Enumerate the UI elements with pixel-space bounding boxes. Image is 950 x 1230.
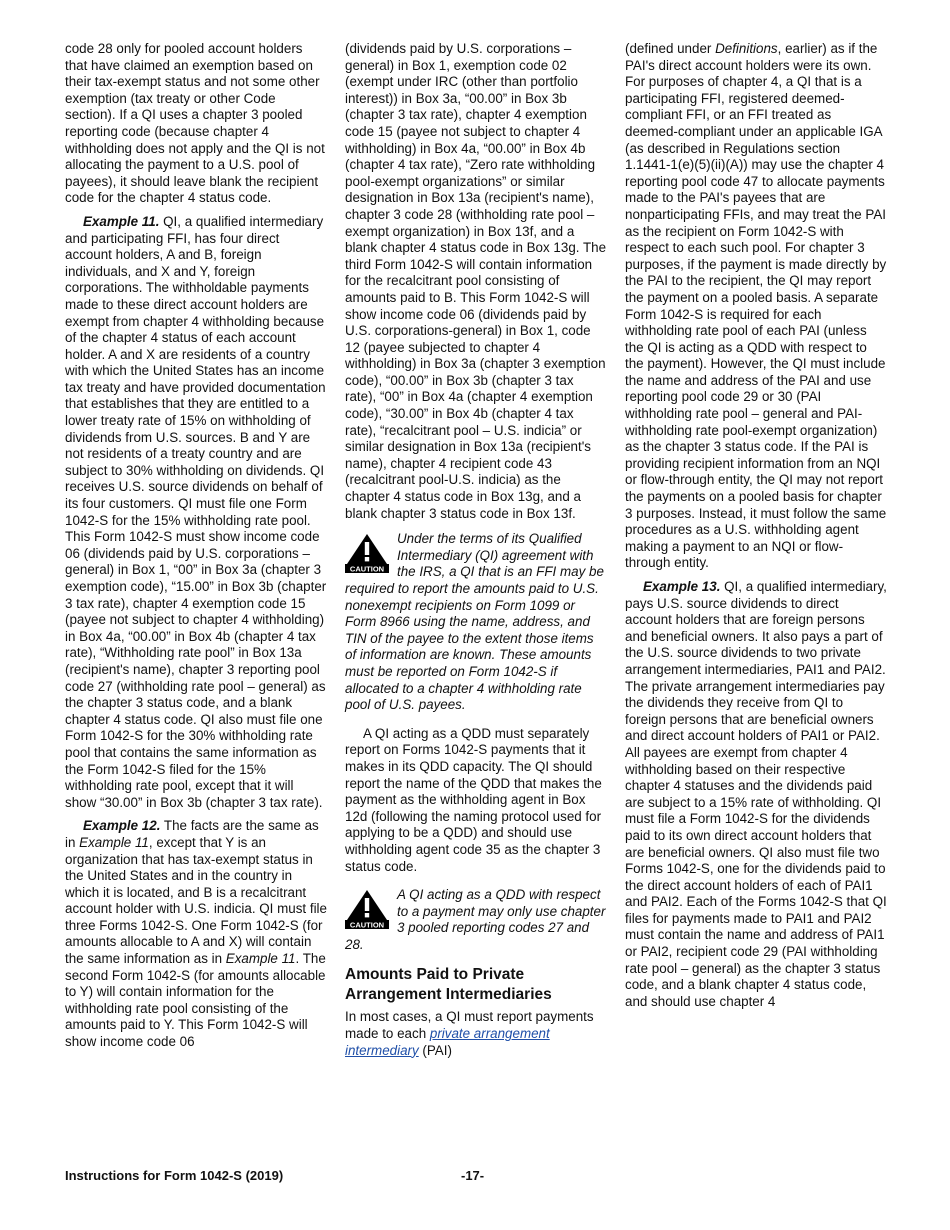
private-arrangement-intermediary-link[interactable]: private arrangement intermediary xyxy=(345,1026,550,1058)
example-reference: Example 11 xyxy=(225,951,296,967)
definitions-reference: Definitions xyxy=(715,41,778,56)
caution-note xyxy=(345,531,607,714)
caution-icon xyxy=(345,889,391,935)
example-text: QI, a qualified intermediary, pays U.S. source dividends to direct account holders that are foreign persons and beneficial owners. It also pays a part of the U.S. source dividends to two private arrangement intermediaries, PAI1 and PAI2. The private arrangement intermediaries pay the dividends they receive from QI to foreign persons that are beneficial owners and direct account holders of PAI1 or PAI2. All payees are exempt from chapter 4 withholding based on their respective chapter 4 statuses and the dividends paid are subject to a 15% rate of withholding. QI must file a Form 1042-S for the dividends paid to its own direct account holders that are beneficial owners. QI also must file two Forms 1042-S, one for the dividends paid to the direct account holders of each of PAI1 and PAI2. Each of the Forms 1042-S that QI files for payments made to PAI1 and PAI2 must contain the name and address of PAI1 or PAI2, recipient code 29 (PAI withholding rate pool – general) as the chapter 3 status code, and a blank chapter 4 status code, and should use chapter 4 xyxy=(625,579,887,1009)
example-11-paragraph xyxy=(65,214,327,811)
example-reference: Example 11 xyxy=(79,834,149,850)
footer-form-title: Instructions for Form 1042-S (2019) xyxy=(65,1168,284,1183)
example-label: Example 11. xyxy=(83,213,160,229)
example-text: The facts are the same as in xyxy=(65,818,319,850)
paragraph xyxy=(345,1009,607,1059)
example-13-paragraph xyxy=(625,579,887,1010)
column-right xyxy=(625,41,887,1010)
caution-note xyxy=(345,887,607,953)
section-heading: Amounts Paid to Private Arrangement Intermediaries xyxy=(345,966,552,1004)
example-text: . The second Form 1042-S (for amounts allocable to Y) will contain information for the withholding rate pool consisting of the amounts paid to Y. This Form 1042-S will show income code 06 xyxy=(65,951,326,1050)
example-label: Example 12. xyxy=(83,818,161,834)
paragraph-text: In most cases, a QI must report payments made to each xyxy=(345,1009,594,1042)
column-left xyxy=(65,41,327,1051)
paragraph: code 28 only for pooled account holders that have claimed an exemption based on their tax-exempt status and not some other exemption (tax treaty or other Code section). If a QI uses a chapter 3 pooled reporting code (because chapter 4 withholding does not apply and the QI is not allocating the payment to a U.S. pool of payees), it should leave blank the recipient code for the chapter 4 status code. xyxy=(65,41,325,206)
column-middle xyxy=(345,41,607,1059)
paragraph: A QI acting as a QDD must separately report on Forms 1042-S payments that it makes in its QDD capacity. The QI should report the name of the QDD that makes the payment as the withholding agent in Box 12d (following the naming protocol used for applying to be a QDD) and should use withholding agent code 35 as the chapter 3 status code. xyxy=(345,725,602,874)
paragraph-text: (defined under xyxy=(625,41,716,56)
paragraph xyxy=(625,41,887,572)
paragraph: (dividends paid by U.S. corporations – general) in Box 1, exemption code 02 (exempt under IRC (other than portfolio interest)) in Box 3a, “00.00” in Box 3b (chapter 3 tax rate), chapter 4 exemption code 15 (payee not subject to chapter 4 withholding) in Box 4a, “00.00” in Box 4b (chapter 4 tax rate), “Zero rate withholding pool-exempt organizations” or similar designation in Box 13a (recipient's name), chapter 3 code 28 (withholding rate pool – exempt organization) in Box 13f, and a blank chapter 4 status code in Box 13g. The third Form 1042-S will contain information for the recalcitrant pool consisting of amounts paid to B. This Form 1042-S will show income code 06 (dividends paid by U.S. corporations-general) in Box 1, code 12 (payee subjected to chapter 4 withholding) in Box 3a (chapter 3 exemption code), “00.00” in Box 3b (chapter 3 tax rate), “00” in Box 4a (chapter 4 exemption code), “30.00” in Box 4b (chapter 4 tax rate), “recalcitrant pool – U.S. indicia” or similar designation in Box 13a (recipient's name), chapter 4 recipient code 43 (recalcitrant pool-U.S. indicia) as the chapter 4 status code in Box 13g, and a blank chapter 3 status code in Box 13f. xyxy=(345,41,607,521)
example-text: , except that Y is an organization that has tax-exempt status in the United States and in the country in which it is located, and B is a recalcitrant account holder with U.S. indicia. QI must file three Forms 1042-S. One Form 1042-S (for amounts allocable to A and X) will contain the same information as in xyxy=(65,834,327,967)
caution-icon xyxy=(345,533,391,579)
paragraph-text: (PAI) xyxy=(418,1042,452,1058)
example-label: Example 13. xyxy=(643,579,721,594)
page-number: -17- xyxy=(461,1168,485,1183)
caution-label: CAUTION xyxy=(349,564,385,574)
example-12-paragraph xyxy=(65,818,327,1050)
example-text: QI, a qualified intermediary and participating FFI, has four direct account holders, A and B, foreign individuals, and X and Y, foreign corporations. The withholdable payments made to these direct account holders are exempt from chapter 4 withholding because of the chapter 4 status of each account holder. A and X are residents of a country with which the United States has an income tax treaty and have provided documentation that establishes that they are entitled to a lower treaty rate of 15% on withholding of dividends from U.S. sources. B and Y are not residents of a treaty country and are subject to 30% withholding on dividends. QI receives U.S. source dividends on behalf of its four customers. QI must file one Form 1042-S for the 15% withholding rate pool. This Form 1042-S must show income code 06 (dividends paid by U.S. corporations – general) in Box 1, “00” in Box 3a (chapter 3 exemption code), “15.00” in Box 3b (chapter 3 tax rate), chapter 4 exemption code 15 (payee not subject to chapter 4 withholding) in Box 4a, “00.00” in Box 4b (chapter 4 tax rate), “Withholding rate pool” in Box 13a (recipient's name), chapter 3 reporting pool code 27 (withholding rate pool – general) as the chapter 3 status code, and a blank chapter 4 status code. QI also must file one Form 1042-S for the 30% withholding rate pool that contains the same information as the Form 1042-S filed for the 15% withholding rate pool, except that it will show “30.00” in Box 3b (chapter 3 tax rate). xyxy=(65,213,327,810)
caution-label: CAUTION xyxy=(349,920,385,930)
caution-text: Under the terms of its Qualified Intermediary (QI) agreement with the IRS, a QI that is an FFI may be required to report the amounts paid to U.S. nonexempt recipients on Form 1099 or Form 8966 using the name, address, and TIN of the payee to the extent those items of information are known. These amounts must be reported on Form 1042-S if allocated to a chapter 4 withholding rate pool of U.S. payees. xyxy=(345,531,604,713)
caution-text: A QI acting as a QDD with respect to a payment may only use chapter 3 pooled reporting codes 27 and 28. xyxy=(345,887,606,952)
paragraph-text: , earlier) as if the PAI's direct account holders were its own. For purposes of chapter 4, a QI that is a participating FFI, registered deemed-compliant FFI, or an FFI treated as deemed-compliant under an applicable IGA (as described in Regulations section 1.1441-1(e)(5)(ii)(A)) may use the chapter 4 reporting pool code 47 to allocate payments made to the PAI's payees that are nonparticipating FFIs, and may treat the PAI as the recipient on Form 1042-S with respect to each such pool. For chapter 3 purposes, if the payment is made directly by the PAI to the recipient, the QI may report the payment on a pooled basis. A separate Form 1042-S is required for each withholding rate pool of each PAI (unless the QI is acting as a QDD with respect to the payment). However, the QI must include the name and address of the PAI and use reporting pool code 29 or 30 (PAI withholding rate pool – general and PAI-withholding rate pool-exempt organization) as the chapter 3 status code. If the PAI is providing recipient information from an NQI or flow-through entity, the QI may not report the payments on a pooled basis for chapter 3 purposes. Instead, it must follow the same procedures as a U.S. withholding agent making a payment to an NQI or flow-through entity. xyxy=(625,41,887,571)
